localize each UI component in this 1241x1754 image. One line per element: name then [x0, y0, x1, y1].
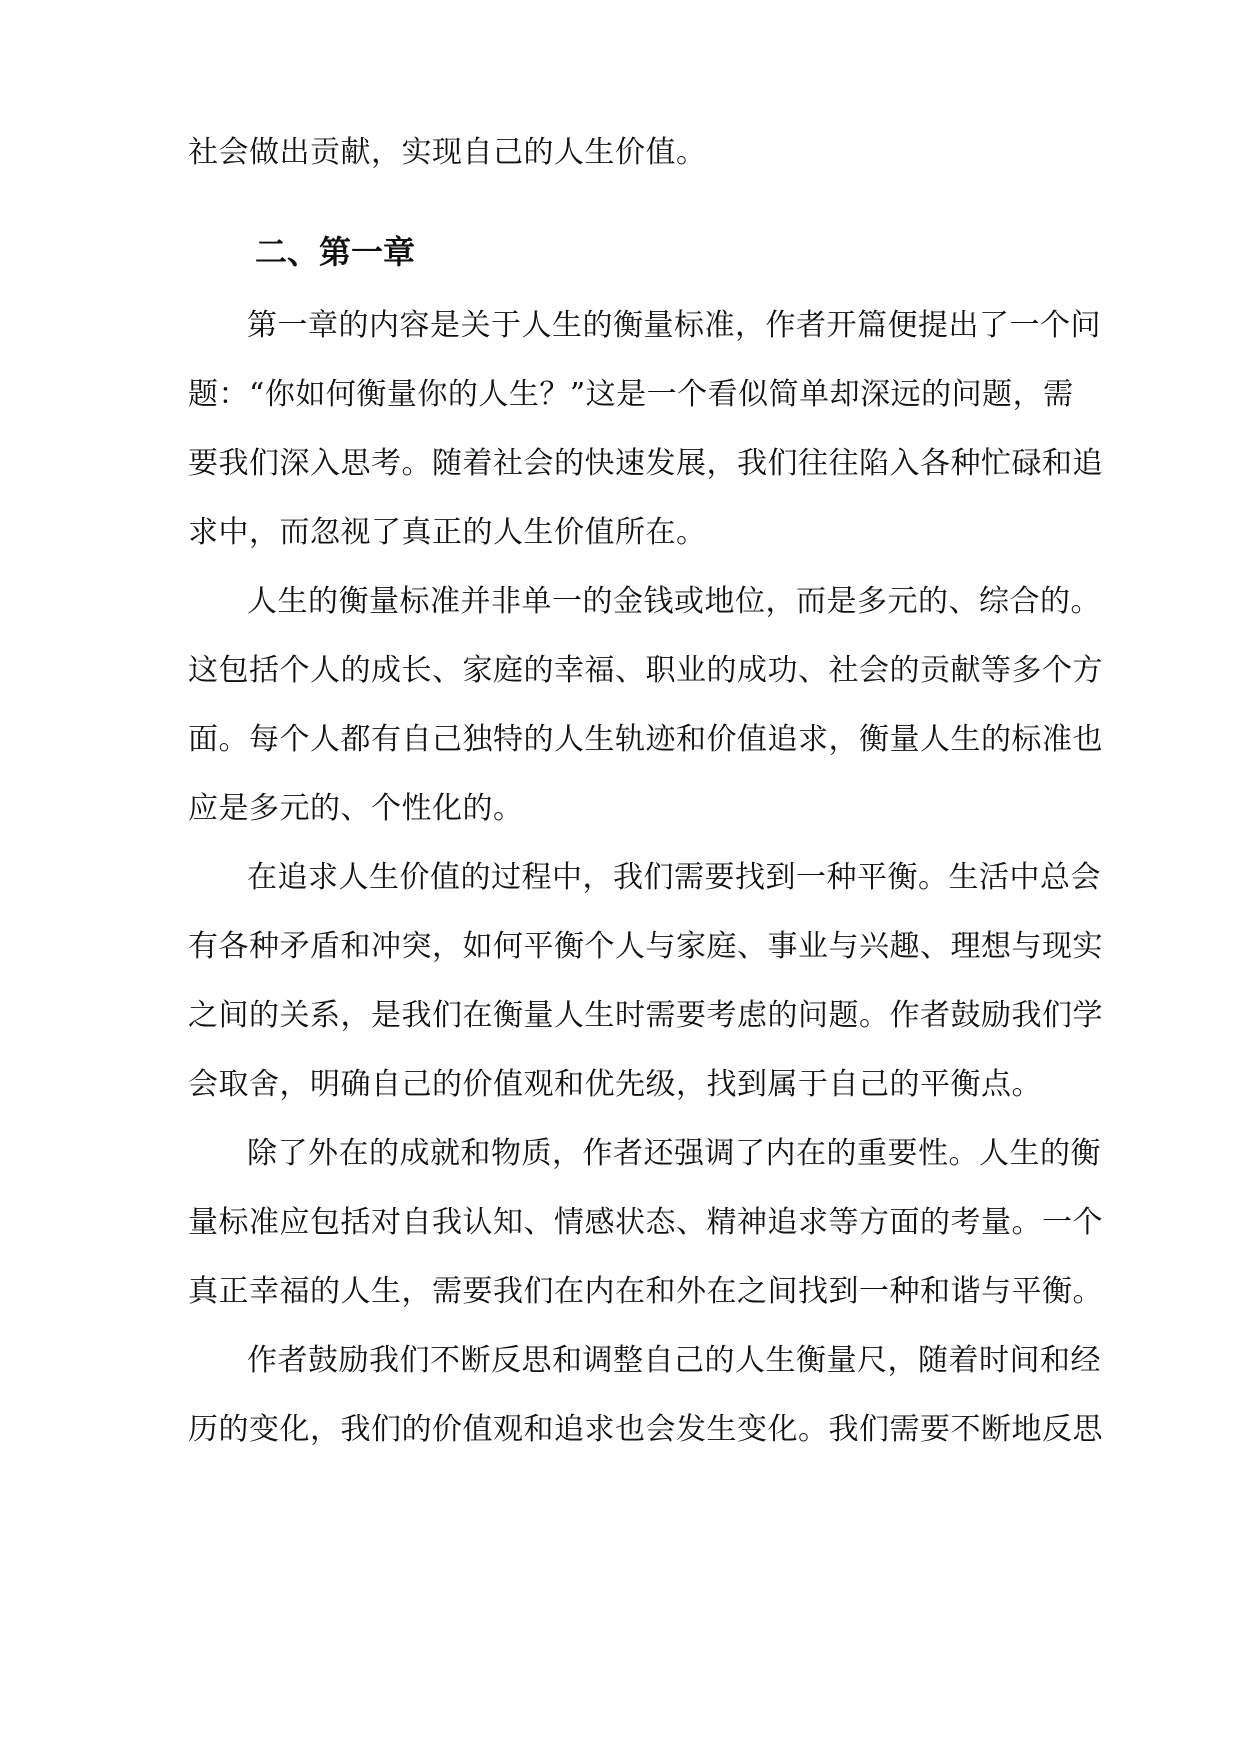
paragraph-2-line-1: 人生的衡量标准并非单一的金钱或地位，而是多元的、综合的。	[247, 584, 1101, 619]
intro-tail-line: 社会做出贡献，实现自己的人生价值。	[188, 135, 707, 170]
paragraph-3-line-3: 之间的关系，是我们在衡量人生时需要考虑的问题。作者鼓励我们学	[188, 998, 1103, 1033]
paragraph-4-line-3: 真正幸福的人生，需要我们在内在和外在之间找到一种和谐与平衡。	[188, 1274, 1103, 1309]
paragraph-1-line-3: 要我们深入思考。随着社会的快速发展，我们往往陷入各种忙碌和追	[188, 446, 1103, 481]
paragraph-2-line-4: 应是多元的、个性化的。	[188, 791, 524, 826]
paragraph-3-line-1: 在追求人生价值的过程中，我们需要找到一种平衡。生活中总会	[247, 860, 1101, 895]
paragraph-5-line-2: 历的变化，我们的价值观和追求也会发生变化。我们需要不断地反思	[188, 1412, 1103, 1447]
section-heading: 二、第一章	[255, 233, 416, 271]
paragraph-3-line-2: 有各种矛盾和冲突，如何平衡个人与家庭、事业与兴趣、理想与现实	[188, 929, 1103, 964]
paragraph-4-line-1: 除了外在的成就和物质，作者还强调了内在的重要性。人生的衡	[247, 1136, 1101, 1171]
paragraph-2-line-2: 这包括个人的成长、家庭的幸福、职业的成功、社会的贡献等多个方	[188, 653, 1103, 688]
paragraph-3-line-4: 会取舍，明确自己的价值观和优先级，找到属于自己的平衡点。	[188, 1067, 1042, 1102]
paragraph-1-line-4: 求中，而忽视了真正的人生价值所在。	[188, 515, 707, 550]
paragraph-5-line-1: 作者鼓励我们不断反思和调整自己的人生衡量尺，随着时间和经	[247, 1343, 1101, 1378]
paragraph-2-line-3: 面。每个人都有自己独特的人生轨迹和价值追求，衡量人生的标准也	[188, 722, 1103, 757]
paragraph-1-line-1: 第一章的内容是关于人生的衡量标准，作者开篇便提出了一个问	[247, 308, 1101, 343]
paragraph-4-line-2: 量标准应包括对自我认知、情感状态、精神追求等方面的考量。一个	[188, 1205, 1103, 1240]
paragraph-1-line-2: 题：“你如何衡量你的人生？”这是一个看似简单却深远的问题，需	[188, 377, 1074, 412]
